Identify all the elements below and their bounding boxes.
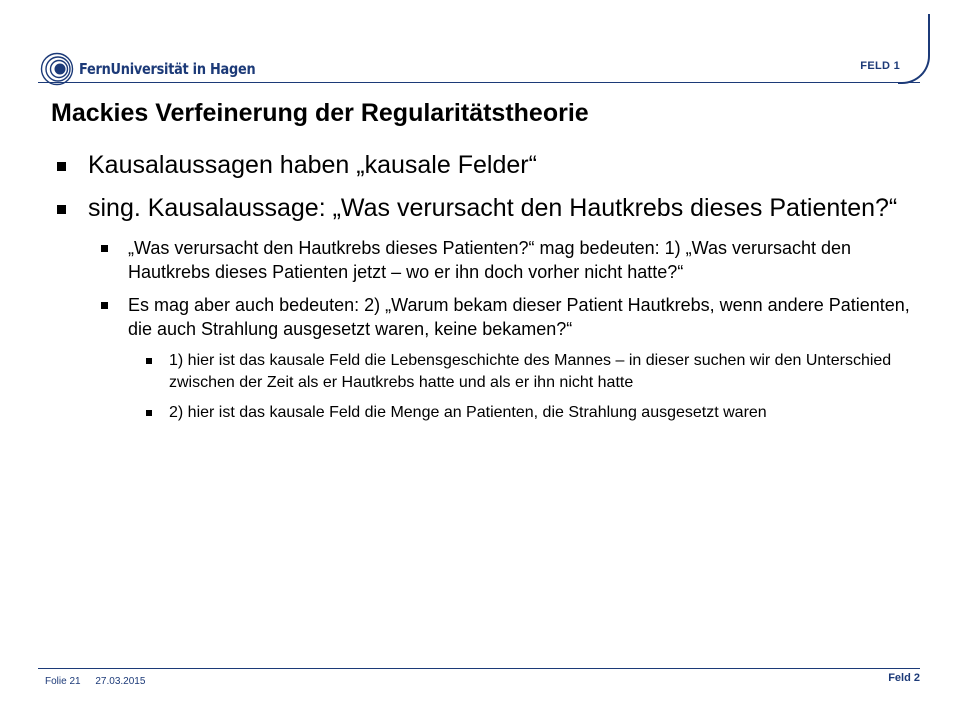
square-bullet-icon bbox=[57, 205, 66, 214]
sub-sub-bullet-item bbox=[52, 402, 909, 424]
bullet-text: sing. Kausalaussage: „Was verursacht den Hautkrebs dieses Patienten?“ bbox=[88, 194, 898, 222]
footer-info bbox=[45, 676, 157, 687]
slide-body bbox=[52, 150, 912, 432]
slide-date: 27.03.2015 bbox=[95, 676, 146, 687]
bullet-item bbox=[52, 150, 912, 181]
sub-sub-bullet-text: 2) hier ist das kausale Feld die Menge an Patienten, die Strahlung ausgesetzt waren bbox=[169, 404, 767, 421]
sub-bullet-item bbox=[52, 236, 918, 284]
sub-bullet-text: „Was verursacht den Hautkrebs dieses Patienten?“ mag bedeuten: 1) „Was verursacht den Hautkrebs dieses Patienten jetzt – wo er ihn doch vorher nicht hatte?“ bbox=[128, 238, 852, 282]
header-field-label: FELD 1 bbox=[860, 60, 900, 72]
sub-sub-bullet-item bbox=[52, 350, 909, 394]
footer-field-label: Feld 2 bbox=[888, 672, 920, 684]
slide-number: Folie 21 bbox=[45, 676, 81, 687]
sub-bullet-item bbox=[52, 293, 918, 341]
logo-icon bbox=[40, 52, 74, 86]
square-bullet-icon bbox=[146, 410, 152, 416]
square-bullet-icon bbox=[101, 302, 108, 309]
sub-sub-bullet-text: 1) hier ist das kausale Feld die Lebensgeschichte des Mannes – in dieser suchen wir den Unterschied zwischen der Zeit als er Hautkrebs hatte und als er ihn nicht hatte bbox=[169, 352, 892, 391]
square-bullet-icon bbox=[146, 358, 152, 364]
square-bullet-icon bbox=[57, 162, 66, 171]
logo-text: FernUniversität in Hagen bbox=[79, 60, 256, 78]
university-logo bbox=[40, 52, 284, 86]
bullet-item bbox=[52, 193, 912, 224]
bullet-text: Kausalaussagen haben „kausale Felder“ bbox=[88, 151, 537, 179]
corner-ornament bbox=[898, 14, 930, 84]
sub-bullet-text: Es mag aber auch bedeuten: 2) „Warum bekam dieser Patient Hautkrebs, wenn andere Patienten, die auch Strahlung ausgesetzt waren, keine bekamen?“ bbox=[128, 295, 910, 339]
footer-divider bbox=[38, 668, 920, 669]
square-bullet-icon bbox=[101, 245, 108, 252]
slide-title: Mackies Verfeinerung der Regularitätstheorie bbox=[51, 99, 589, 127]
